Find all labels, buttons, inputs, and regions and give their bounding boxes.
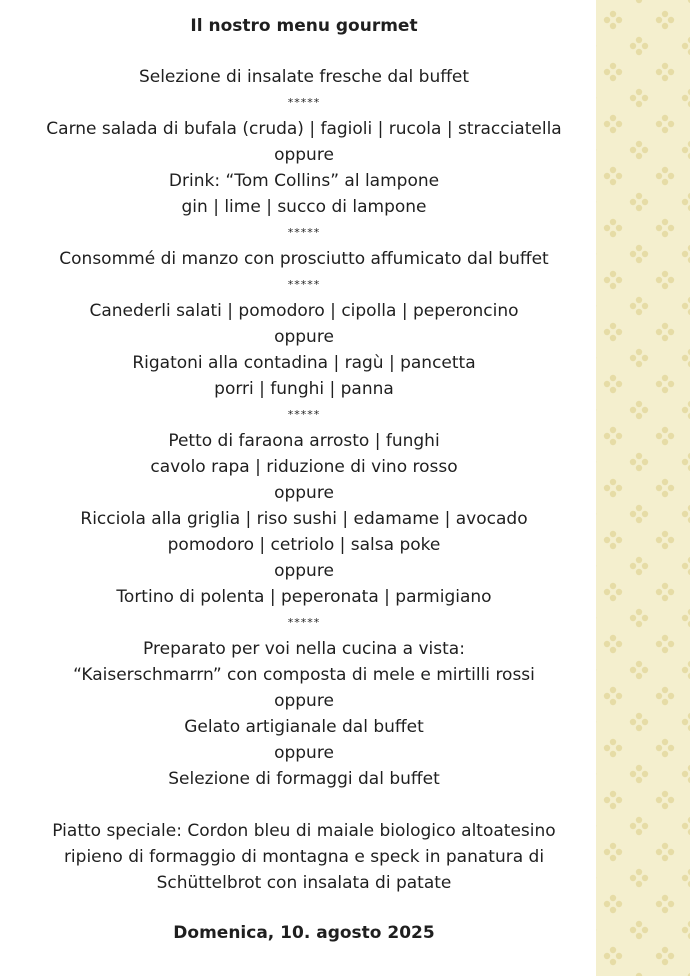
alternative-label: oppure [274,327,334,347]
alternative-label: oppure [274,561,334,581]
menu-line: “Kaiserschmarrn” con composta di mele e mirtilli rossi [73,665,535,685]
menu-line: Ricciola alla griglia | riso sushi | edamame | avocado [80,509,528,529]
menu-line: gin | lime | succo di lampone [181,197,427,217]
menu-line: Tortino di polenta | peperonata | parmigiano [116,587,492,607]
menu-lines [0,64,608,896]
menu-line: Selezione di formaggi dal buffet [168,769,440,789]
menu-line: Petto di faraona arrosto | funghi [168,431,440,451]
menu-line: porri | funghi | panna [214,379,394,399]
menu-line: Carne salada di bufala (cruda) | fagioli | rucola | stracciatella [46,119,562,139]
course-separator: ***** [287,96,321,109]
course-separator: ***** [287,616,321,629]
menu-line: Piatto speciale: Cordon bleu di maiale biologico altoatesino [52,821,556,841]
alternative-label: oppure [274,691,334,711]
menu-line: Consommé di manzo con prosciutto affumicato dal buffet [59,249,549,269]
menu-line: Rigatoni alla contadina | ragù | pancetta [132,353,476,373]
menu-line: pomodoro | cetriolo | salsa poke [167,535,441,555]
alternative-label: oppure [274,145,334,165]
dot-pattern-graphic [596,0,690,976]
menu-line: Drink: “Tom Collins” al lampone [168,171,440,191]
menu-line: Selezione di insalate fresche dal buffet [138,67,470,87]
alternative-label: oppure [274,743,334,763]
blank-line [0,792,608,818]
alternative-label: oppure [274,483,334,503]
decorative-pattern-border [596,0,690,976]
menu-title: Il nostro menu gourmet [190,16,418,36]
menu-line: Preparato per voi nella cucina a vista: [143,639,465,659]
menu-line: Gelato artigianale dal buffet [184,717,424,737]
menu-line: ripieno di formaggio di montagna e speck in panatura di [63,847,545,867]
course-separator: ***** [287,226,321,239]
menu-line: Canederli salati | pomodoro | cipolla | peperoncino [89,301,519,321]
menu-line: Schüttelbrot con insalata di patate [156,873,452,893]
menu-date: Domenica, 10. agosto 2025 [173,923,435,943]
course-separator: ***** [287,278,321,291]
course-separator: ***** [287,408,321,421]
menu-line: cavolo rapa | riduzione di vino rosso [150,457,458,477]
